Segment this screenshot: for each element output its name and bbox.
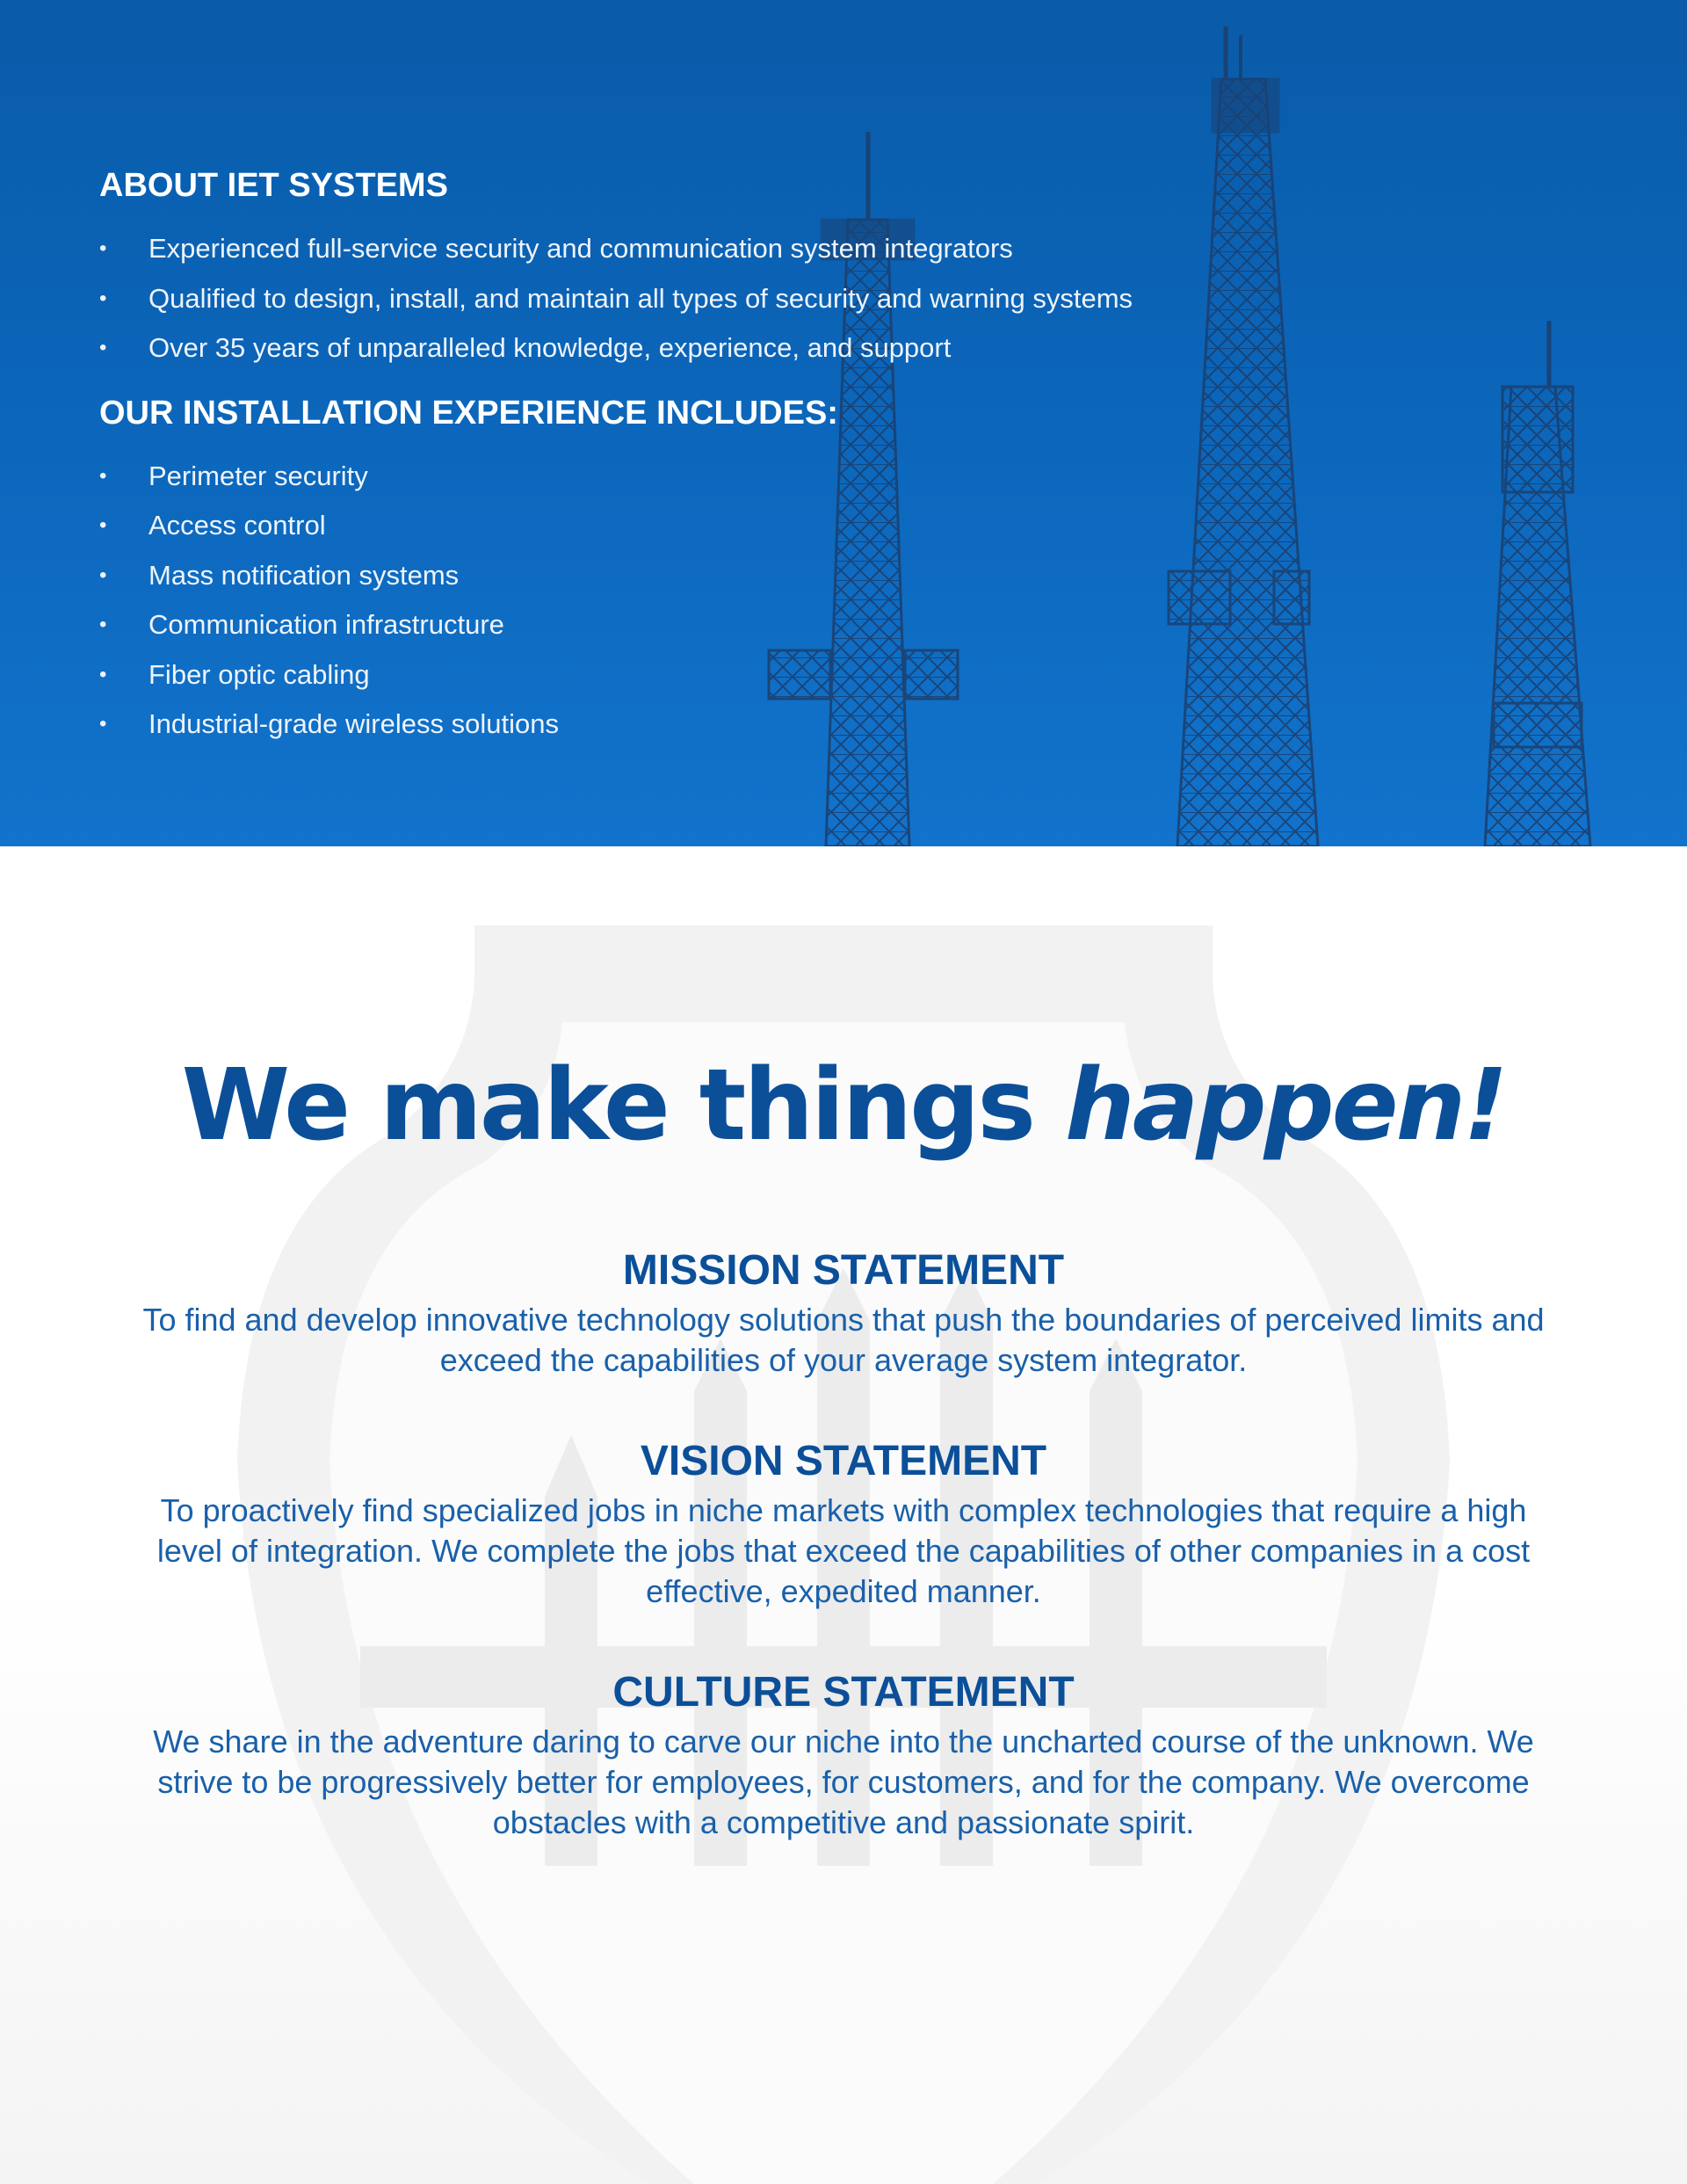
hero-content	[99, 167, 1242, 750]
culture-statement	[141, 1668, 1546, 1843]
culture-heading: CULTURE STATEMENT	[612, 1669, 1075, 1716]
list-item: • Communication infrastructure	[99, 600, 1242, 650]
installation-list	[99, 452, 1242, 750]
list-item: • Fiber optic cabling	[99, 650, 1242, 700]
list-item: • Industrial-grade wireless solutions	[99, 700, 1242, 750]
list-item: • Access control	[99, 501, 1242, 551]
mission-statement	[141, 1246, 1546, 1381]
list-item: • Over 35 years of unparalleled knowledge, experience, and support	[99, 323, 1242, 374]
culture-text: We share in the adventure daring to carve our niche into the uncharted course of the unknown. We strive to be progressively better for employees, for customers, and for the company. We overcome obstacles with a competitive and passionate spirit.	[153, 1723, 1534, 1840]
vision-text: To proactively find specialized jobs in niche markets with complex technologies that require a high level of integration. We complete the jobs that exceed the capabilities of other companies in a cost effective, expedited manner.	[156, 1492, 1531, 1609]
list-item: • Experienced full-service security and communication system integrators	[99, 224, 1242, 274]
mission-text: To find and develop innovative technology solutions that push the boundaries of perceived limits and exceed the capabilities of your average system integrator.	[142, 1302, 1545, 1378]
vision-heading: VISION STATEMENT	[640, 1438, 1047, 1484]
mission-heading: MISSION STATEMENT	[622, 1247, 1065, 1294]
tagline-heading	[0, 1048, 1687, 1163]
vision-statement	[141, 1437, 1546, 1612]
list-item: • Perimeter security	[99, 452, 1242, 502]
installation-heading: OUR INSTALLATION EXPERIENCE INCLUDES:	[99, 394, 838, 432]
tagline-main: We make things	[181, 1048, 1065, 1163]
list-item: • Mass notification systems	[99, 551, 1242, 601]
about-heading: ABOUT IET SYSTEMS	[99, 167, 448, 204]
tagline-emphasis: happen!	[1065, 1048, 1506, 1163]
hero-section	[0, 0, 1687, 846]
list-item: • Qualified to design, install, and maintain all types of security and warning systems	[99, 274, 1242, 324]
about-list	[99, 224, 1242, 374]
